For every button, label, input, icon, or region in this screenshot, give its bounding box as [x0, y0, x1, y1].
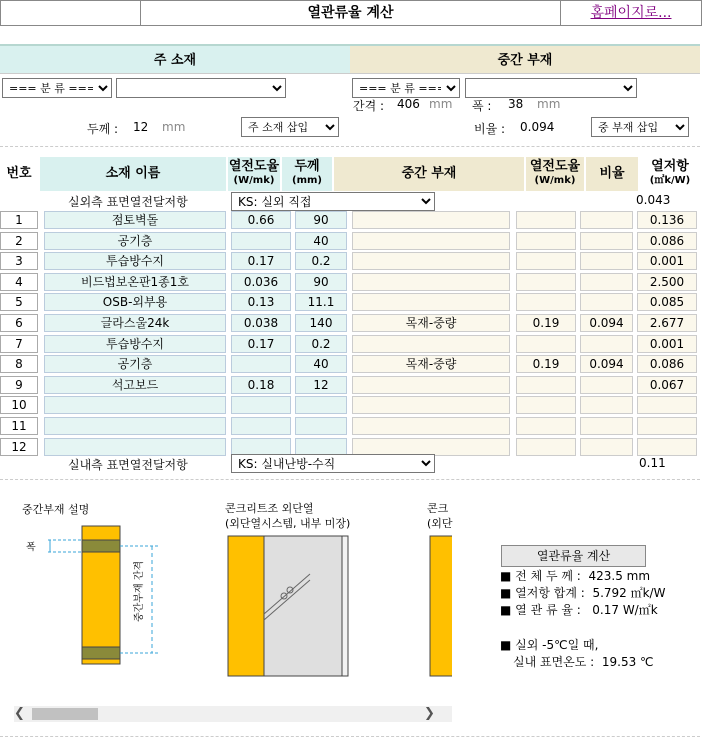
col-thickness-header: 두께 (mm) [282, 157, 332, 191]
row-resistance: 0.001 [637, 335, 697, 353]
mid-material-section-title: 중간 부재 [350, 44, 700, 74]
main-item-select[interactable] [116, 78, 286, 98]
row-thickness[interactable]: 40 [295, 355, 347, 373]
row-resistance: 2.677 [637, 314, 697, 332]
inside-surface-label: 실내측 표면열전달저항 [68, 458, 188, 472]
row-conductivity[interactable]: 0.17 [231, 252, 291, 270]
row-material-name[interactable] [44, 396, 226, 414]
horizontal-scrollbar[interactable] [14, 706, 452, 722]
row-mid-material[interactable]: 목재-중량 [352, 355, 510, 373]
row-ratio [580, 376, 633, 394]
row-mid-conductivity[interactable] [516, 396, 576, 414]
header-bar [0, 0, 702, 26]
row-mid-material[interactable] [352, 273, 510, 291]
outside-surface-select[interactable] [231, 192, 435, 211]
row-resistance: 0.067 [637, 376, 697, 394]
row-thickness[interactable]: 90 [295, 211, 347, 229]
concrete-subtitle: (외단열시스템, 내부 미장) [225, 517, 351, 530]
row-resistance: 0.086 [637, 355, 697, 373]
thickness-unit: mm [162, 120, 186, 134]
col-mid-conductivity-header: 열전도율 (W/mk) [526, 157, 584, 191]
row-mid-material[interactable]: 목재-중량 [352, 314, 510, 332]
row-thickness[interactable]: 0.2 [295, 335, 347, 353]
row-conductivity[interactable] [231, 232, 291, 250]
thickness-label: 두께 : [87, 122, 119, 136]
row-material-name[interactable]: OSB-외부용 [44, 293, 226, 311]
row-no: 2 [0, 232, 38, 250]
row-conductivity[interactable]: 0.13 [231, 293, 291, 311]
row-mid-material[interactable] [352, 252, 510, 270]
divider [0, 146, 700, 147]
mid-category-select[interactable] [352, 78, 460, 98]
mid-item-select[interactable] [465, 78, 637, 98]
spacing-label: 간격 : [353, 99, 385, 113]
row-mid-conductivity[interactable] [516, 417, 576, 435]
divider [0, 736, 700, 737]
width-value[interactable]: 38 [508, 97, 524, 111]
row-conductivity[interactable]: 0.036 [231, 273, 291, 291]
indoor-surface-temp: 실내 표면온도 : 19.53 ℃ [513, 655, 654, 669]
row-thickness[interactable]: 90 [295, 273, 347, 291]
row-ratio [580, 252, 633, 270]
row-mid-material[interactable] [352, 438, 510, 456]
row-no: 8 [0, 355, 38, 373]
concrete-subtitle-2: (외단 [427, 517, 453, 530]
row-resistance: 2.500 [637, 273, 697, 291]
row-mid-conductivity[interactable] [516, 293, 576, 311]
row-ratio [580, 211, 633, 229]
row-material-name[interactable]: 공기층 [44, 355, 226, 373]
row-no: 9 [0, 376, 38, 394]
row-thickness[interactable] [295, 417, 347, 435]
row-mid-conductivity[interactable] [516, 211, 576, 229]
row-no: 11 [0, 417, 38, 435]
row-mid-material[interactable] [352, 232, 510, 250]
inside-surface-value: 0.11 [639, 456, 666, 470]
row-thickness[interactable]: 12 [295, 376, 347, 394]
row-resistance: 0.086 [637, 232, 697, 250]
concrete-wall-diagram [224, 534, 354, 678]
row-resistance [637, 396, 697, 414]
col-name-header: 소재 이름 [40, 157, 226, 191]
row-mid-material[interactable] [352, 376, 510, 394]
total-thickness-result: ■ 전 체 두 께 : 423.5 mm [500, 569, 651, 583]
mid-desc-title: 중간부재 설명 [22, 503, 90, 516]
col-no-header: 번호 [0, 157, 38, 191]
row-no: 6 [0, 314, 38, 332]
row-mid-material[interactable] [352, 293, 510, 311]
page-title: 열관류율 계산 [141, 1, 561, 25]
row-no: 12 [0, 438, 38, 456]
row-material-name[interactable]: 비드법보온판1종1호 [44, 273, 226, 291]
row-mid-conductivity[interactable]: 0.19 [516, 314, 576, 332]
row-material-name[interactable]: 공기층 [44, 232, 226, 250]
width-unit: mm [537, 97, 561, 111]
row-material-name[interactable]: 글라스울24k [44, 314, 226, 332]
homepage-link[interactable]: 홈페이지로... [590, 5, 672, 21]
row-conductivity[interactable] [231, 417, 291, 435]
col-ratio-header: 비율 [586, 157, 638, 191]
mid-insert-select[interactable] [591, 117, 689, 137]
outside-surface-label: 실외측 표면열전달저항 [68, 195, 188, 209]
width-diagram-label: 폭 [26, 542, 36, 553]
row-thickness[interactable]: 40 [295, 232, 347, 250]
outside-surface-value: 0.043 [636, 193, 671, 207]
thickness-value[interactable]: 12 [133, 120, 149, 134]
row-mid-conductivity[interactable]: 0.19 [516, 355, 576, 373]
row-ratio [580, 396, 633, 414]
spacing-value[interactable]: 406 [397, 97, 420, 111]
row-material-name[interactable]: 석고보드 [44, 376, 226, 394]
inside-surface-select[interactable] [231, 454, 435, 473]
row-thickness[interactable]: 0.2 [295, 252, 347, 270]
outdoor-condition: ■ 실외 -5℃일 때, [500, 638, 599, 652]
header-left-cell [1, 1, 141, 25]
row-material-name[interactable]: 점토벽돌 [44, 211, 226, 229]
row-mid-conductivity[interactable] [516, 335, 576, 353]
row-resistance: 0.136 [637, 211, 697, 229]
row-no: 7 [0, 335, 38, 353]
stud-diagram [20, 520, 170, 670]
row-no: 10 [0, 396, 38, 414]
ratio-label: 비율 : [474, 122, 506, 136]
row-conductivity[interactable] [231, 438, 291, 456]
row-mid-conductivity[interactable] [516, 438, 576, 456]
row-mid-material[interactable] [352, 396, 510, 414]
row-no: 1 [0, 211, 38, 229]
row-no: 5 [0, 293, 38, 311]
row-ratio [580, 273, 633, 291]
ratio-value: 0.094 [520, 120, 555, 134]
row-ratio: 0.094 [580, 355, 633, 373]
row-resistance: 0.085 [637, 293, 697, 311]
spacing-diagram-label: 중간부재 간격 [134, 560, 145, 622]
row-resistance: 0.001 [637, 252, 697, 270]
row-material-name[interactable]: 투습방수지 [44, 252, 226, 270]
row-conductivity[interactable] [231, 396, 291, 414]
width-label: 폭 : [472, 99, 492, 113]
row-conductivity[interactable]: 0.17 [231, 335, 291, 353]
concrete-wall-diagram-2 [428, 534, 452, 678]
divider [0, 479, 700, 480]
row-conductivity[interactable]: 0.038 [231, 314, 291, 332]
calculate-button[interactable]: 열관류율 계산 [501, 545, 646, 567]
row-resistance [637, 438, 697, 456]
row-ratio [580, 417, 633, 435]
concrete-title-2: 콘크 [427, 502, 449, 515]
col-mid-header: 중간 부재 [334, 157, 524, 191]
main-category-select[interactable] [2, 78, 112, 98]
main-insert-select[interactable] [241, 117, 339, 137]
col-conductivity-header: 열전도율 (W/mk) [228, 157, 280, 191]
row-conductivity[interactable]: 0.66 [231, 211, 291, 229]
row-ratio [580, 335, 633, 353]
row-ratio [580, 232, 633, 250]
row-mid-conductivity[interactable] [516, 273, 576, 291]
resistance-sum-result: ■ 열저항 합계 : 5.792 ㎡k/W [500, 586, 666, 600]
row-conductivity[interactable] [231, 355, 291, 373]
row-thickness[interactable]: 11.1 [295, 293, 347, 311]
row-no: 4 [0, 273, 38, 291]
scroll-left-arrow-icon[interactable]: ❮ [14, 706, 25, 721]
u-value-result: ■ 열 관 류 율 : 0.17 W/㎡k [500, 603, 658, 617]
spacing-unit: mm [429, 97, 453, 111]
row-mid-conductivity[interactable] [516, 252, 576, 270]
scrollbar-thumb[interactable] [32, 708, 98, 720]
row-material-name[interactable] [44, 438, 226, 456]
row-thickness[interactable]: 140 [295, 314, 347, 332]
row-material-name[interactable]: 투습방수지 [44, 335, 226, 353]
row-ratio [580, 293, 633, 311]
main-material-section-title: 주 소재 [0, 44, 350, 74]
row-conductivity[interactable]: 0.18 [231, 376, 291, 394]
row-mid-material[interactable] [352, 211, 510, 229]
row-material-name[interactable] [44, 417, 226, 435]
row-no: 3 [0, 252, 38, 270]
row-mid-conductivity[interactable] [516, 376, 576, 394]
row-thickness[interactable] [295, 396, 347, 414]
row-mid-material[interactable] [352, 417, 510, 435]
row-ratio: 0.094 [580, 314, 633, 332]
row-resistance [637, 417, 697, 435]
row-mid-material[interactable] [352, 335, 510, 353]
row-thickness[interactable] [295, 438, 347, 456]
row-ratio [580, 438, 633, 456]
scroll-right-arrow-icon[interactable]: ❯ [424, 706, 435, 721]
concrete-title: 콘크리트조 외단열 [225, 502, 314, 515]
col-resistance-header: 열저항 (㎡k/W) [640, 157, 700, 191]
row-mid-conductivity[interactable] [516, 232, 576, 250]
